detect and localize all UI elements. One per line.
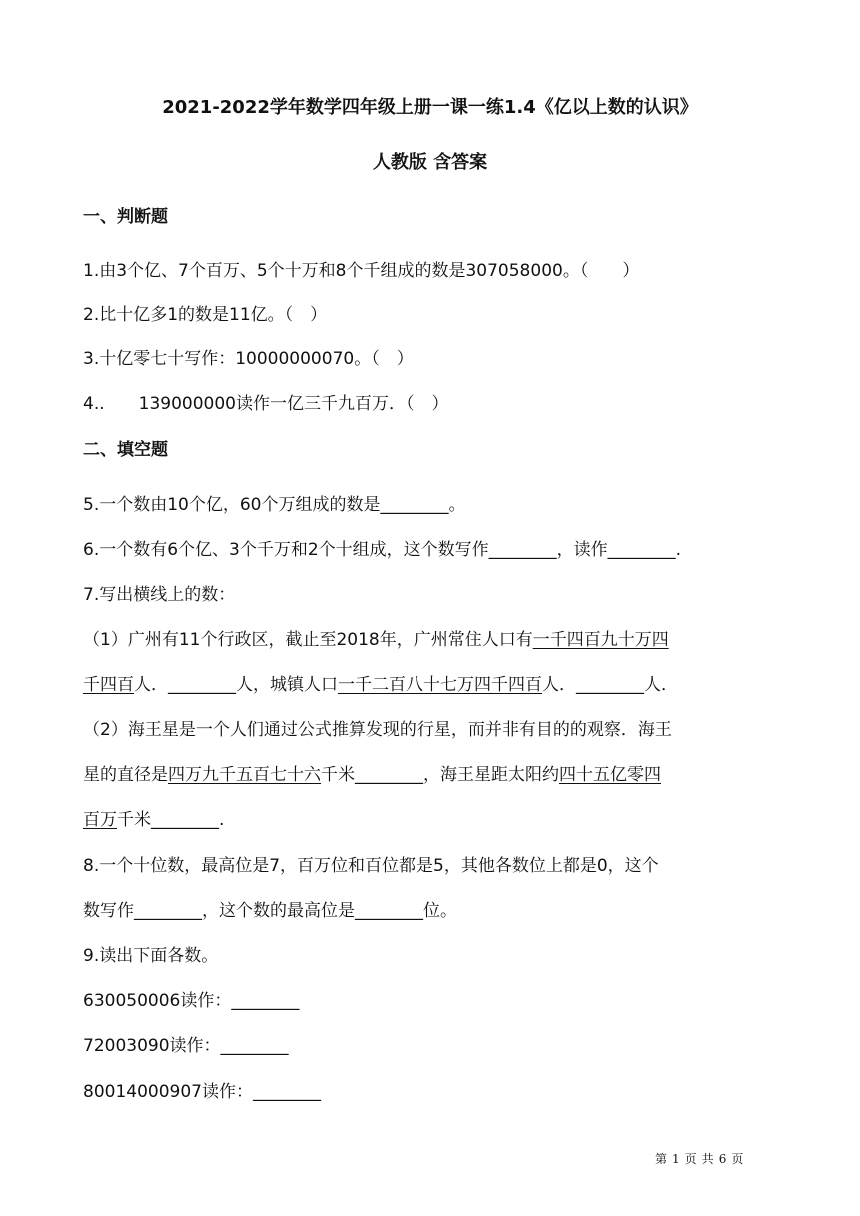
document-title: 2021-2022学年数学四年级上册一课一练1.4《亿以上数的认识》	[162, 97, 698, 118]
page-footer	[655, 1150, 748, 1167]
question-2: 2.比十亿多1的数是11亿。（ ）	[83, 305, 328, 325]
question-7-part-2-line-3	[83, 805, 224, 830]
underlined-number-text: 一千四百九十万四	[532, 630, 669, 650]
question-9: 9.读出下面各数。	[83, 946, 219, 966]
text: 千米________，海王星距太阳约	[321, 765, 559, 785]
footer-page-number: 1	[672, 1152, 681, 1166]
question-8-line-2: 数写作________，这个数的最高位是________位。	[83, 901, 457, 921]
section-heading-fill-in: 二、填空题	[83, 440, 168, 460]
underlined-number-text: 一千二百八十七万四千四百	[338, 675, 542, 695]
question-3: 3.十亿零七十写作：10000000070。（ ）	[83, 349, 414, 369]
footer-word: 页	[731, 1152, 745, 1166]
question-7-part-2-line-2	[83, 760, 661, 785]
question-5: 5.一个数由10个亿，60个万组成的数是________。	[83, 495, 466, 515]
footer-total-pages: 6	[718, 1152, 728, 1166]
question-9-item-3: 80014000907读作：________	[83, 1082, 321, 1102]
underlined-number-text: 四十五亿零四	[559, 765, 661, 785]
footer-word: 共	[701, 1152, 715, 1166]
question-7-part-2-line-1: （2）海王星是一个人们通过公式推算发现的行星，而并非有目的的观察．海王	[83, 720, 672, 740]
question-8-line-1: 8.一个十位数，最高位是7，百万位和百位都是5，其他各数位上都是0，这个	[83, 856, 659, 876]
question-7-part-1-line-1	[83, 625, 669, 650]
question-1: 1.由3个亿、7个百万、5个十万和8个千组成的数是307058000。（ ）	[83, 261, 640, 281]
question-4: 4.. 139000000读作一亿三千九百万．（ ）	[83, 394, 449, 414]
underlined-number-text: 四万九千五百七十六	[168, 765, 321, 785]
question-7-part-1-line-2	[83, 670, 678, 695]
footer-word: 第	[655, 1152, 669, 1166]
section-heading-judgment: 一、判断题	[83, 207, 168, 227]
question-9-item-1: 630050006读作：________	[83, 991, 300, 1011]
text: （1）广州有11个行政区，截止至2018年，广州常住人口有	[83, 630, 533, 650]
text: 人．________人，城镇人口	[134, 675, 338, 695]
text: 千米________.	[117, 810, 225, 830]
underlined-number-text: 千四百	[83, 675, 134, 695]
document-subtitle: 人教版 含答案	[372, 152, 488, 173]
question-6: 6.一个数有6个亿、3个千万和2个十组成，这个数写作________，读作________.	[83, 540, 682, 560]
question-9-item-2: 72003090读作：________	[83, 1036, 289, 1056]
underlined-number-text: 百万	[83, 810, 117, 830]
text: 人．________人．	[542, 675, 678, 695]
question-7: 7.写出横线上的数：	[83, 585, 236, 605]
footer-word: 页	[684, 1152, 698, 1166]
text: 星的直径是	[83, 765, 168, 785]
